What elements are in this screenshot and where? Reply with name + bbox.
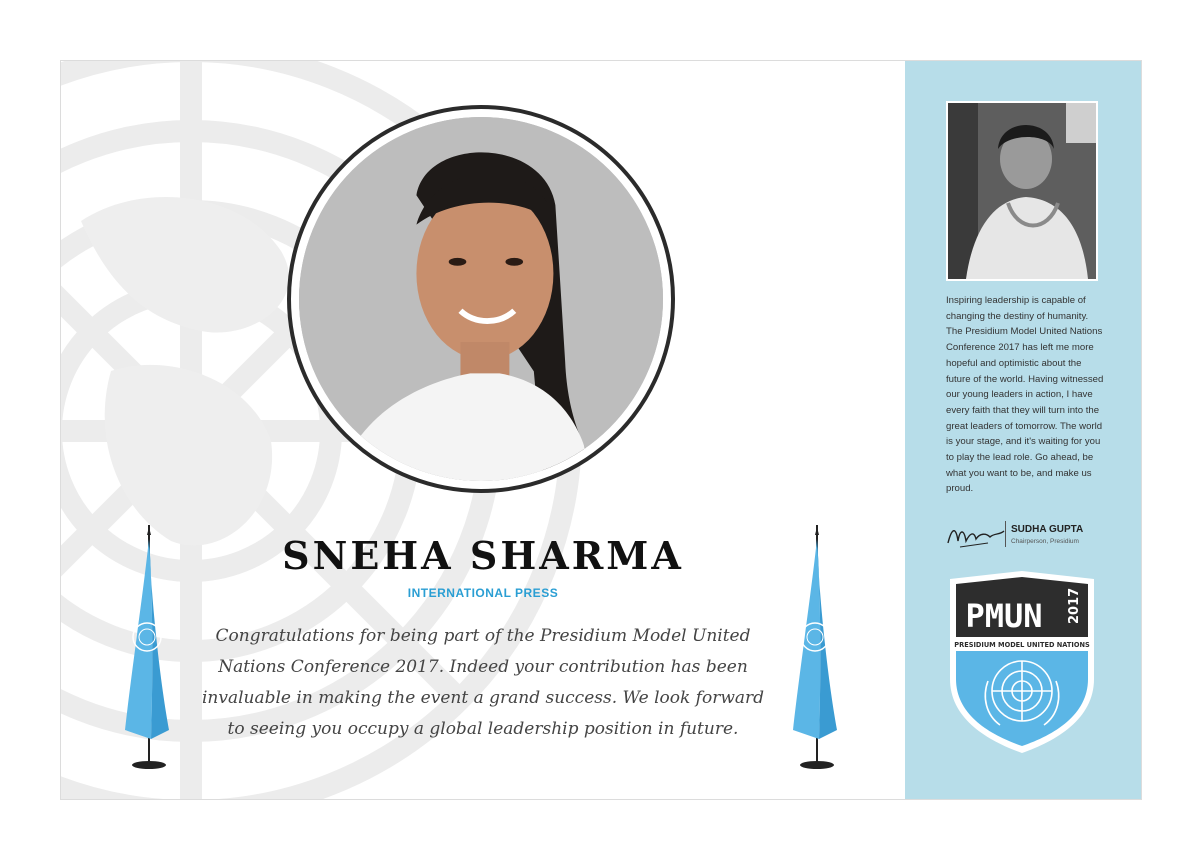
signature-divider [1005, 521, 1006, 547]
handwritten-signature [946, 523, 1006, 551]
signatory-name: SUDHA GUPTA [1011, 524, 1084, 535]
badge-tagline: PRESIDIUM MODEL UNITED NATIONS [954, 641, 1090, 649]
chairperson-quote: Inspiring leadership is capable of changing the destiny of humanity. The Presidium Model United Nations Conference 2017 has left me more hopeful and optimistic about the future of the world. Having witnessed our young leaders in action, I have every faith that they will turn into the great leaders of tomorrow. The world is your stage, and it's waiting for you to play the lead role. Go ahead, be what you want to be, and make us proud. [946, 295, 1104, 495]
congratulations-message: Congratulations for being part of the Presidium Model United Nations Conference 2017. Indeed your contribution has been invaluable in making the event a grand success. We look forward to seeing you occupy a global leadership position in future. [201, 626, 765, 739]
badge-year: 2017 [1067, 587, 1082, 624]
recipient-portrait-illustration [299, 117, 663, 481]
certificate-card [60, 60, 1142, 800]
un-flag-right-icon [787, 525, 847, 775]
badge-wordmark: PMUN [965, 597, 1043, 635]
pmun-2017-badge [946, 569, 1098, 755]
recipient-role: INTERNATIONAL PRESS [407, 586, 559, 600]
recipient-name: SNEHA SHARMA [282, 533, 684, 578]
certificate-main [61, 61, 905, 799]
chairperson-portrait-illustration [948, 103, 1096, 279]
chairperson-photo [946, 101, 1098, 281]
recipient-photo-frame [287, 105, 675, 493]
un-flag-left-icon [119, 525, 179, 775]
recipient-photo [299, 117, 663, 481]
chairperson-sidebar [905, 61, 1141, 799]
signatory-title: Chairperson, Presidium [1011, 538, 1079, 545]
